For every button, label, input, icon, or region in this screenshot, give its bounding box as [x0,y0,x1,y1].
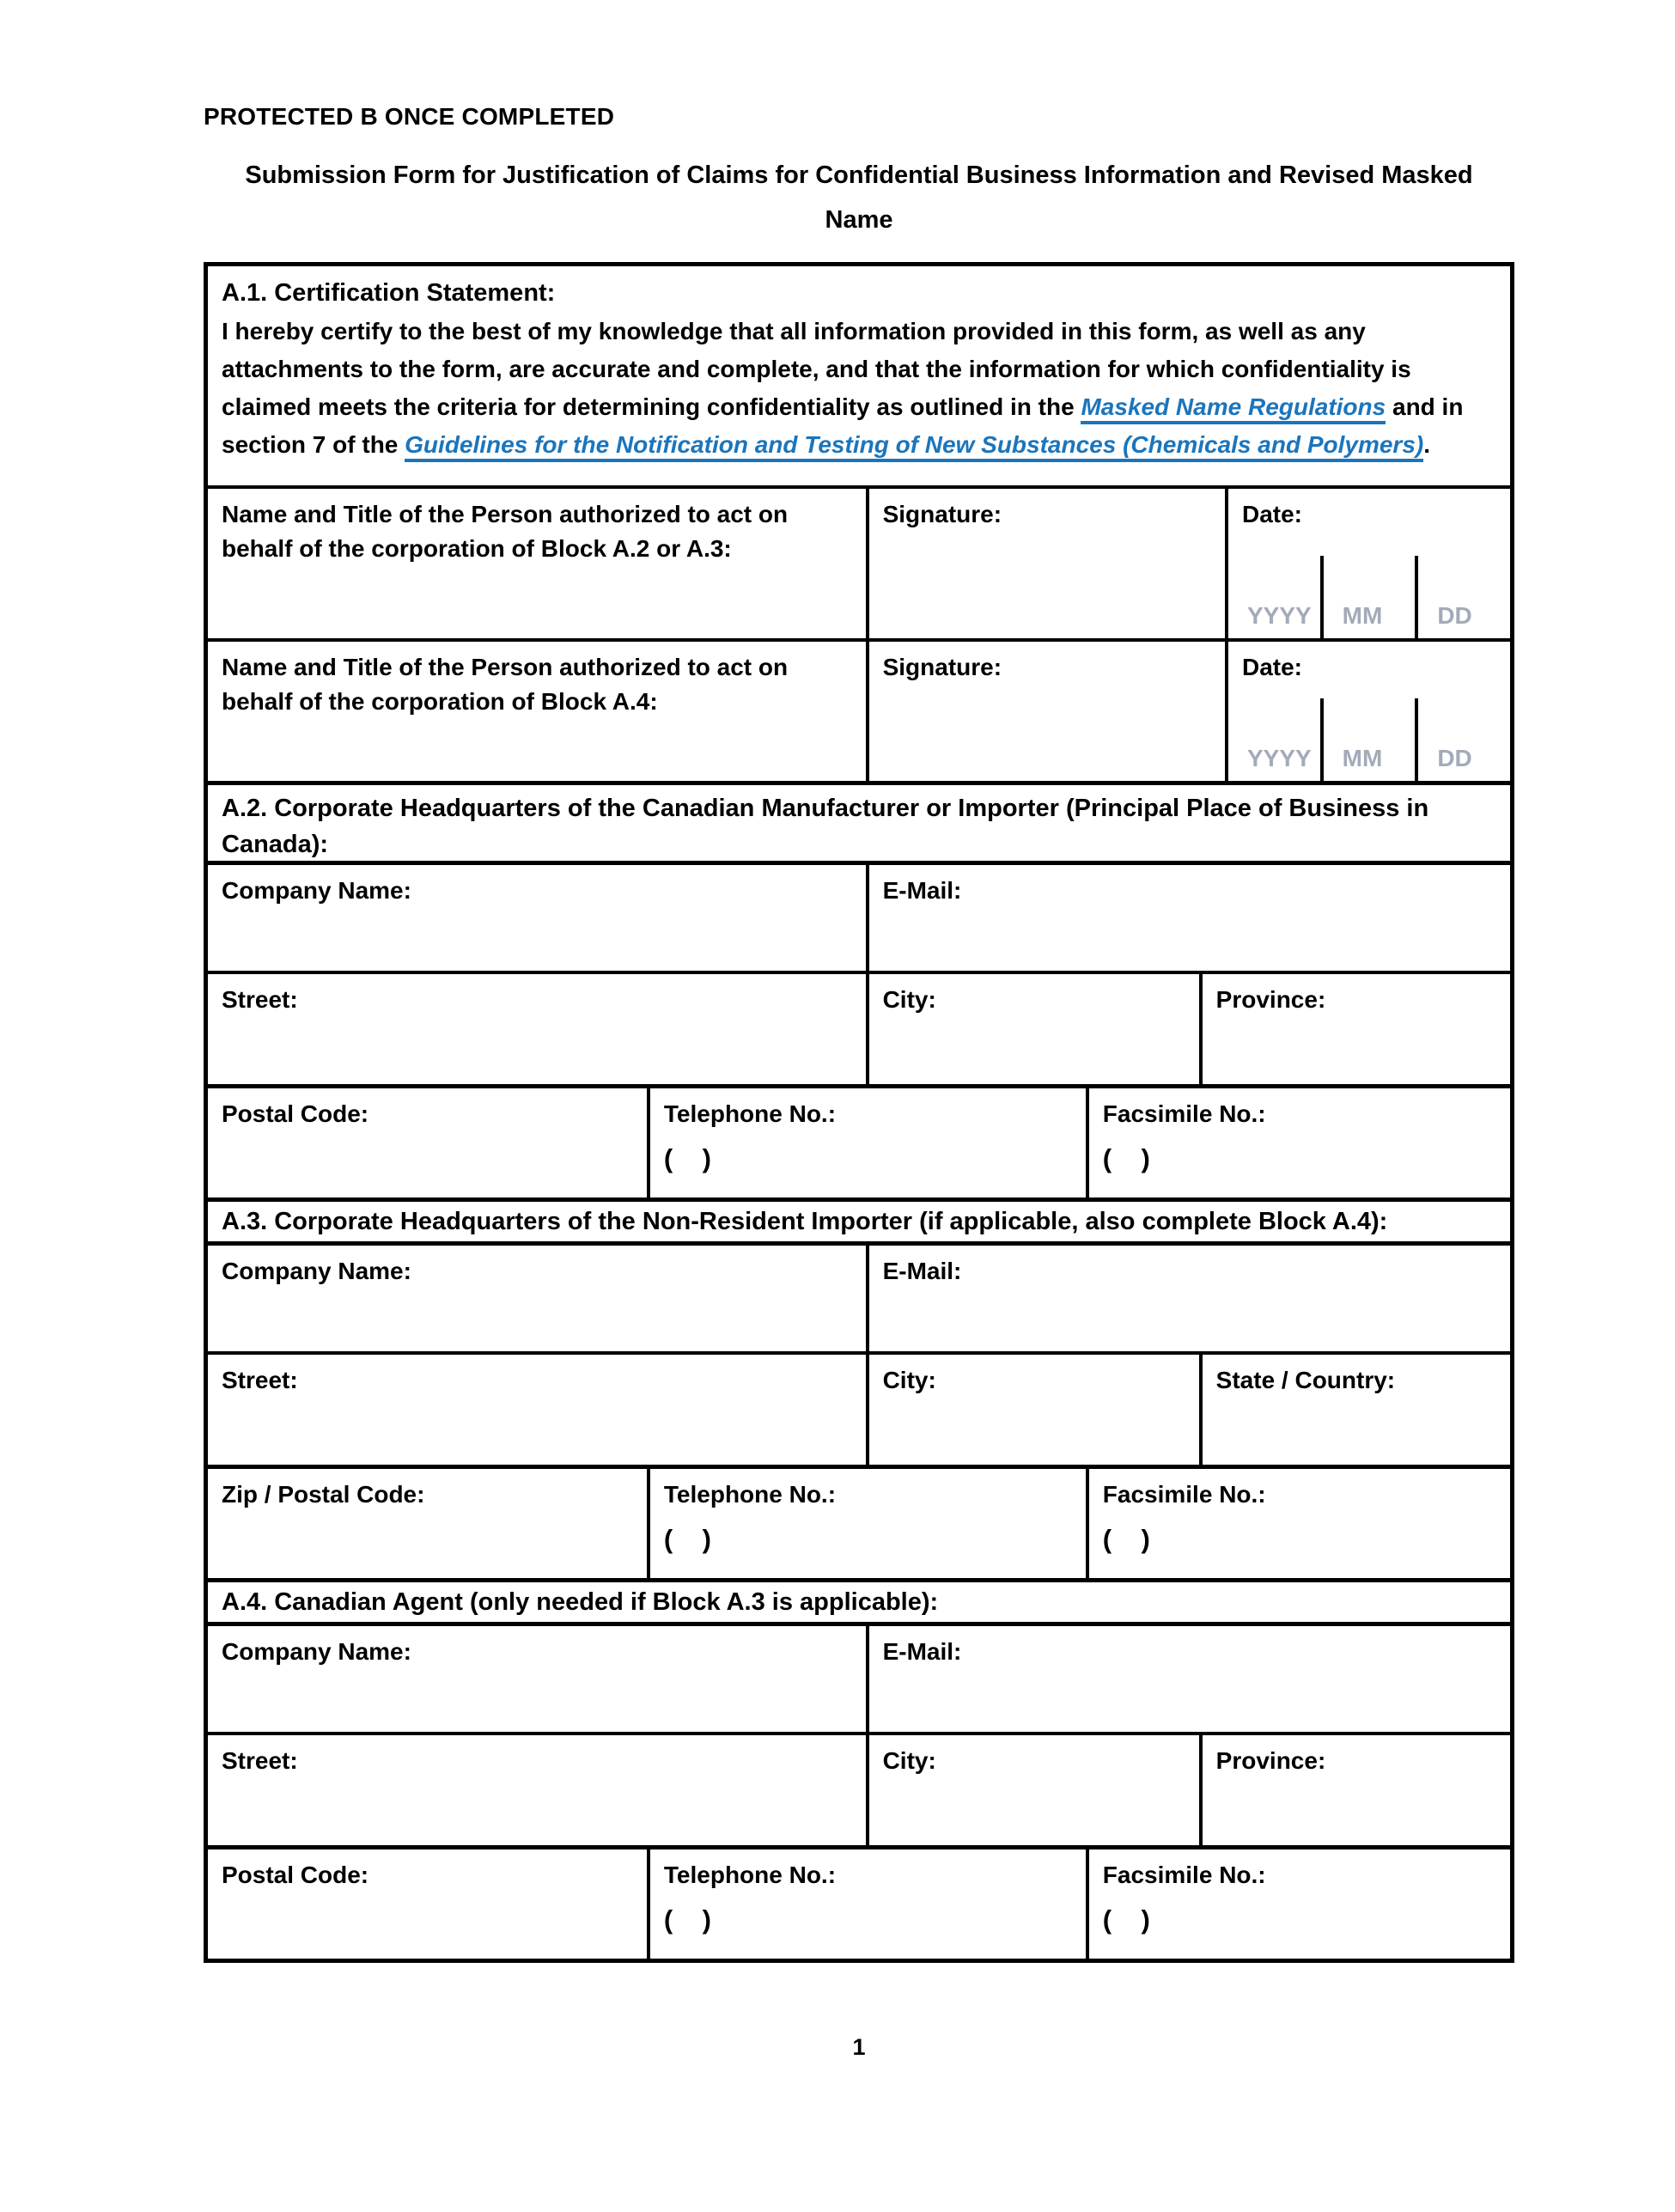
a4-date-field[interactable] [1225,642,1510,781]
a4-facsimile-parens: ( ) [1102,1904,1150,1935]
a2-email-field[interactable] [866,865,1510,971]
a1-heading: A.1. Certification Statement: [222,279,556,307]
a3-street-label: Street: [222,1367,298,1393]
a4-telephone-parens: ( ) [663,1904,711,1935]
a4-signature-label: Signature: [882,654,1002,680]
a2-province-field[interactable] [1199,974,1510,1084]
a3-zip-postal-code-label: Zip / Postal Code: [222,1481,425,1508]
a2-a3-date-month-field[interactable] [1320,556,1416,638]
a2-city-label: City: [882,986,936,1013]
a4-city-label: City: [882,1747,936,1774]
protected-classification-label: PROTECTED B ONCE COMPLETED [204,103,615,130]
a1-certification-cell [208,266,1510,485]
day-hint: DD [1437,745,1472,771]
a2-facsimile-label: Facsimile No.: [1102,1100,1266,1127]
a3-company-name-label: Company Name: [222,1258,411,1284]
a4-street-label: Street: [222,1747,298,1774]
a1-text-mid: and in section 7 of the [222,393,1464,458]
a3-state-country-field[interactable] [1199,1355,1510,1465]
a3-section-heading: A.3. Corporate Headquarters of the Non-Resident Importer (if applicable, also complete Block A.4): [222,1208,1388,1235]
year-hint: YYYY [1246,602,1312,629]
month-hint: MM [1342,745,1383,771]
a4-province-label: Province: [1215,1747,1326,1774]
a4-email-field[interactable] [866,1626,1510,1732]
a3-facsimile-parens: ( ) [1102,1524,1150,1554]
a3-city-label: City: [882,1367,936,1393]
a3-telephone-label: Telephone No.: [663,1481,837,1508]
a2-header-row [208,781,1510,861]
document-title-line-2: Name [825,206,893,234]
a4-header-row [208,1578,1510,1622]
signature-row-a2-a3 [208,485,1510,638]
a2-a3-date-field[interactable] [1225,489,1510,638]
a3-telephone-parens: ( ) [663,1524,711,1554]
a2-street-label: Street: [222,986,298,1013]
a4-street-field[interactable] [208,1735,866,1845]
a3-row-zip-phone-fax [208,1465,1510,1578]
a4-facsimile-field[interactable] [1086,1849,1510,1959]
day-hint: DD [1437,602,1472,629]
a2-section-heading: A.2. Corporate Headquarters of the Canadian Manufacturer or Importer (Principal Place of Business in Canada): [222,795,1429,858]
a4-date-month-field[interactable] [1320,698,1416,781]
a2-a3-authorized-person-label: Name and Title of the Person authorized to act on behalf of the corporation of Block A.2 or A.3: [222,501,789,562]
a4-postal-code-field[interactable] [208,1849,647,1959]
a4-section-heading: A.4. Canadian Agent (only needed if Block A.3 is applicable): [222,1588,939,1616]
a3-state-country-label: State / Country: [1215,1367,1396,1393]
signature-row-a4 [208,638,1510,781]
a2-telephone-field[interactable] [647,1088,1086,1197]
a3-email-field[interactable] [866,1246,1510,1351]
a2-a3-signature-label: Signature: [882,501,1002,527]
a4-telephone-label: Telephone No.: [663,1862,837,1888]
a4-province-field[interactable] [1199,1735,1510,1845]
a4-row-postal-phone-fax [208,1845,1510,1959]
a4-email-label: E-Mail: [882,1638,962,1665]
a1-text-pre: I hereby certify to the best of my knowledge that all information provided in this form, as well as any attachments to the form, are accurate and complete, and that the information for which confidentiality is claimed meets the criteria for determining confidentiality as outlined in the [222,318,1411,420]
a3-email-label: E-Mail: [882,1258,962,1284]
a2-facsimile-field[interactable] [1086,1088,1510,1197]
a2-a3-authorized-person-field[interactable] [208,489,866,638]
a2-email-label: E-Mail: [882,877,962,904]
a2-a3-date-year-field[interactable] [1228,556,1320,638]
page-number: 1 [852,2034,866,2060]
a4-date-label: Date: [1241,654,1302,680]
document-title-line-1: Submission Form for Justification of Claims for Confidential Business Information and Revised Masked [245,161,1473,189]
document-title [182,153,1536,242]
a3-company-name-field[interactable] [208,1246,866,1351]
a4-city-field[interactable] [866,1735,1199,1845]
guidelines-new-substances-link[interactable]: Guidelines for the Notification and Testing of New Substances (Chemicals and Polymers) [405,431,1423,462]
a2-telephone-parens: ( ) [663,1143,711,1173]
a3-facsimile-label: Facsimile No.: [1102,1481,1266,1508]
a2-row-postal-phone-fax [208,1084,1510,1197]
a4-telephone-field[interactable] [647,1849,1086,1959]
a3-row-street-city-state [208,1351,1510,1465]
a2-street-field[interactable] [208,974,866,1084]
a2-telephone-label: Telephone No.: [663,1100,837,1127]
submission-form-table [204,262,1514,1963]
a3-zip-postal-code-field[interactable] [208,1469,647,1578]
a4-signature-field[interactable] [866,642,1225,781]
a4-row-street-city-province [208,1732,1510,1845]
a1-certification-row [208,266,1510,485]
a4-facsimile-label: Facsimile No.: [1102,1862,1266,1888]
month-hint: MM [1342,602,1383,629]
a2-a3-signature-field[interactable] [866,489,1225,638]
a4-postal-code-label: Postal Code: [222,1862,369,1888]
a4-date-year-field[interactable] [1228,698,1320,781]
a2-a3-date-day-field[interactable] [1415,556,1510,638]
a4-company-name-field[interactable] [208,1626,866,1732]
a2-city-field[interactable] [866,974,1199,1084]
a3-header-row [208,1197,1510,1241]
a4-date-day-field[interactable] [1415,698,1510,781]
a2-facsimile-parens: ( ) [1102,1143,1150,1173]
a2-postal-code-label: Postal Code: [222,1100,369,1127]
a2-company-name-label: Company Name: [222,877,411,904]
a2-row-company-email [208,861,1510,971]
masked-name-regulations-link[interactable]: Masked Name Regulations [1081,393,1386,424]
a2-postal-code-field[interactable] [208,1088,647,1197]
year-hint: YYYY [1246,745,1312,771]
a3-row-company-email [208,1241,1510,1351]
a3-city-field[interactable] [866,1355,1199,1465]
a2-a3-date-label: Date: [1241,501,1302,527]
a3-telephone-field[interactable] [647,1469,1086,1578]
a2-a3-date-grid [1228,556,1510,638]
a3-street-field[interactable] [208,1355,866,1465]
a2-company-name-field[interactable] [208,865,866,971]
a4-company-name-label: Company Name: [222,1638,411,1665]
a3-facsimile-field[interactable] [1086,1469,1510,1578]
a4-row-company-email [208,1622,1510,1732]
a2-province-label: Province: [1215,986,1326,1013]
a2-row-street-city-province [208,971,1510,1084]
a4-date-grid [1228,698,1510,781]
a1-text-post: . [1423,431,1430,458]
a4-authorized-person-label: Name and Title of the Person authorized to act on behalf of the corporation of Block A.4: [222,654,789,715]
a1-certification-text [222,313,1496,464]
a4-authorized-person-field[interactable] [208,642,866,781]
